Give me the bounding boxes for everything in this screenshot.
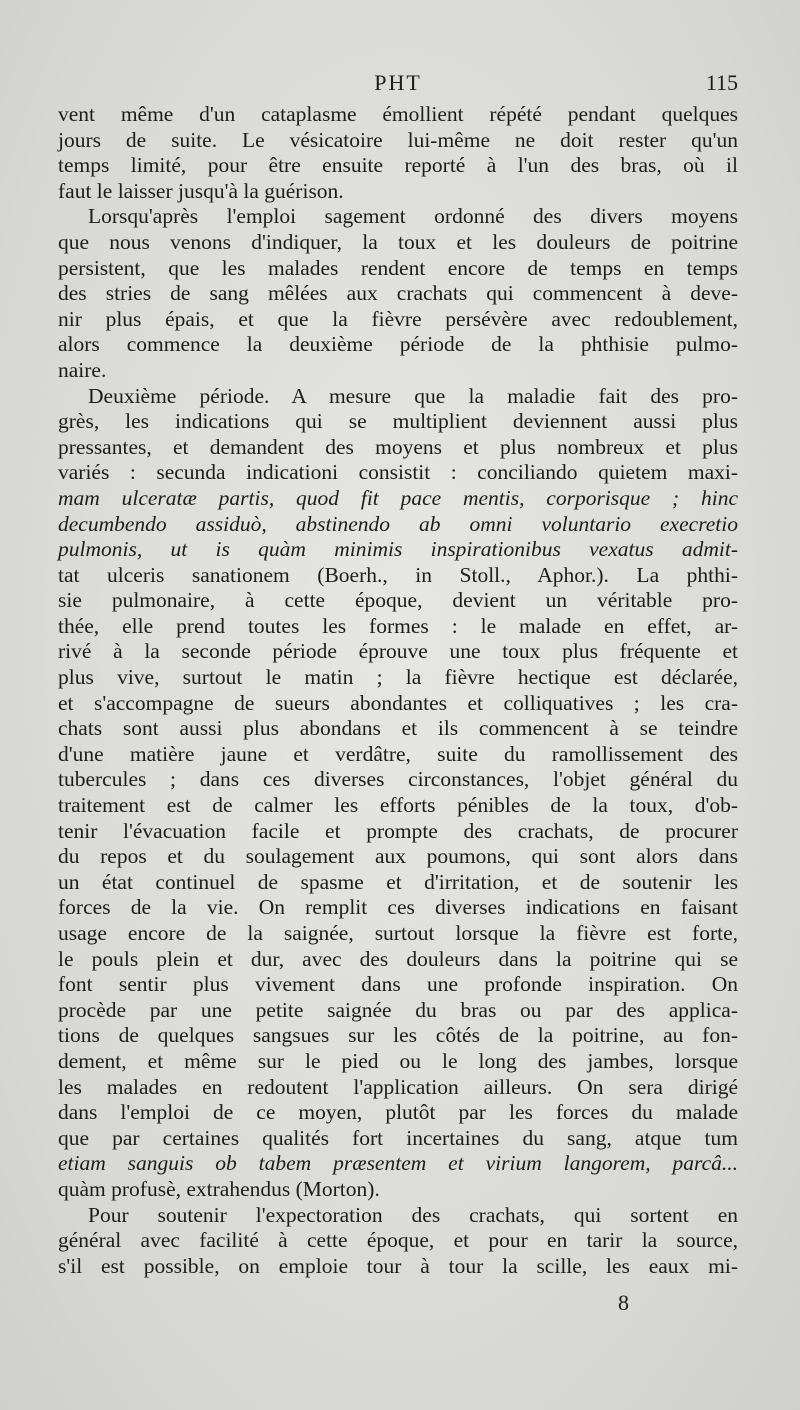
text-line: vent même d'un cataplasme émollient répété pendant quelques [58,102,738,126]
running-head: PHT [374,70,422,95]
text-line: du repos et du soulagement aux poumons, qui sont alors dans [58,844,738,869]
text-line: jours de suite. Le vésicatoire lui-même ne doit rester qu'un [58,127,738,152]
text-line: Deuxième période. A mesure que la maladie fait des pro- [88,383,738,408]
text-line: d'une matière jaune et verdâtre, suite du ramollissement des [58,741,738,766]
paragraph [58,102,738,204]
text-line: des stries de sang mêlées aux crachats qui commencent à deve- [58,281,738,306]
text-line: rivé à la seconde période éprouve une toux plus fréquente et [58,639,738,664]
text-line: tenir l'évacuation facile et prompte des crachats, de procurer [58,818,738,843]
paragraph [58,384,738,1203]
text-line: decumbendo assiduò, abstinendo ab omni voluntario execretio [58,511,738,536]
text-line: plus vive, surtout le matin ; la fièvre hectique est déclarée, [58,665,738,690]
text-line: un état continuel de spasme et d'irritation, et de soutenir les [58,869,738,894]
text-line: etiam sanguis ob tabem præsentem et virium langorem, parcâ... [58,1151,738,1176]
text-line: s'il est possible, on emploie tour à tour la scille, les eaux mi- [58,1253,738,1278]
text-line: sie pulmonaire, à cette époque, devient un véritable pro- [58,588,738,613]
text-line: mam ulceratæ partis, quod fit pace mentis, corporisque ; hinc [58,485,738,510]
text-line: chats sont aussi plus abondans et ils commencent à se teindre [58,716,738,741]
text-line: naire. [58,357,107,382]
page-number: 115 [705,70,738,95]
paragraph [58,204,738,383]
text-line: général avec facilité à cette époque, et pour en tarir la source, [58,1228,738,1253]
text-line: le pouls plein et dur, avec des douleurs dans la poitrine qui se [58,946,738,971]
text-line: pulmonis, ut is quàm minimis inspirationibus vexatus admit- [58,537,738,562]
text-line: traitement est de calmer les efforts pénibles de la toux, d'ob- [58,793,738,818]
text-line: procède par une petite saignée du bras ou par des applica- [58,997,738,1022]
body-text [58,102,738,1279]
text-line: pressantes, et demandent des moyens et plus nombreux et plus [58,434,738,459]
signature-mark: 8 [618,1290,629,1315]
text-line: variés : secunda indicationi consistit : conciliando quietem maxi- [58,460,738,485]
text-line: que par certaines qualités fort incertaines du sang, atque tum [58,1125,738,1150]
text-line: dans l'emploi de ce moyen, plutôt par les forces du malade [58,1100,738,1125]
text-line: faut le laisser jusqu'à la guérison. [58,178,344,203]
text-line: grès, les indications qui se multiplient deviennent aussi plus [58,409,738,434]
text-line: font sentir plus vivement dans une profonde inspiration. On [58,972,738,997]
text-line: quàm profusè, extrahendus (Morton). [58,1176,380,1201]
text-line: tat ulceris sanationem (Boerh., in Stoll., Aphor.). La phthi- [58,562,738,587]
text-line: dement, et même sur le pied ou le long des jambes, lorsque [58,1048,738,1073]
text-line: tions de quelques sangsues sur les côtés de la poitrine, au fon- [58,1023,738,1048]
text-line: nir plus épais, et que la fièvre persévère avec redoublement, [58,306,738,331]
text-line: alors commence la deuxième période de la phthisie pulmo- [58,332,738,357]
paragraph [58,1203,738,1280]
text-line: forces de la vie. On remplit ces diverses indications en faisant [58,895,738,920]
text-line: que nous venons d'indiquer, la toux et les douleurs de poitrine [58,229,738,254]
text-line: Lorsqu'après l'emploi sagement ordonné des divers moyens [88,204,738,229]
text-line: usage encore de la saignée, surtout lorsque la fièvre est forte, [58,921,738,945]
text-line: les malades en redoutent l'application ailleurs. On sera dirigé [58,1074,738,1099]
text-line: thée, elle prend toutes les formes : le malade en effet, ar- [58,613,738,638]
text-line: et s'accompagne de sueurs abondantes et colliquatives ; les cra- [58,690,738,715]
text-line: tubercules ; dans ces diverses circonstances, l'objet général du [58,767,738,792]
page-header [58,70,738,102]
text-line: persistent, que les malades rendent encore de temps en temps [58,255,738,280]
text-line: Pour soutenir l'expectoration des crachats, qui sortent en [88,1202,738,1227]
text-line: temps limité, pour être ensuite reporté à l'un des bras, où il [58,153,738,178]
